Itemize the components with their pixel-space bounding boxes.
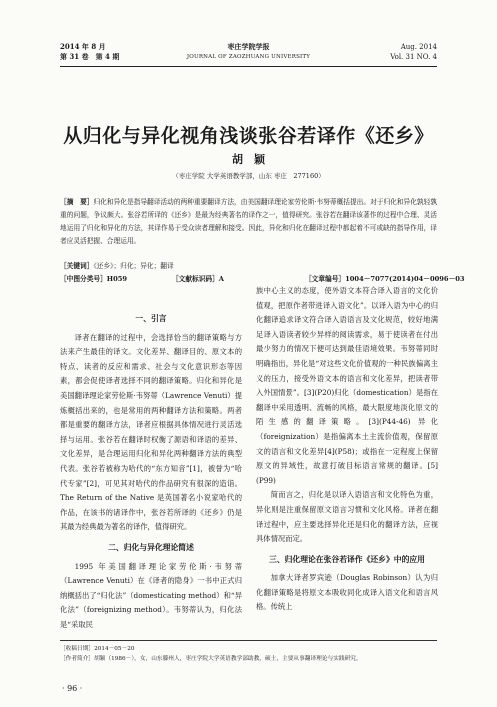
abstract-text: 归化和异化是指导翻译活动的两种重要翻译方法，由美国翻译理论家劳伦斯·韦努蒂概括提出。对于归化和异化孰轻孰重的问题，争议颇大。张谷若所译的《还乡》是最为经典著名的译作之一，值得研究。张谷若在翻译该著作的过程中合理、灵活地运用了归化和异化的方法，其译作易于受众读者理解和接受。因此，异化和归化在翻译过程中都起着不可或缺的指导作用，译者应灵活把握、合理运用。	[60, 198, 438, 245]
journal-name-en: JOURNAL OF ZAOZHUANG UNIVERSITY	[186, 54, 311, 60]
header-rule	[60, 66, 437, 67]
article-number: ［文章编号］1004－7077(2014)04－0096－03	[305, 275, 465, 283]
section-heading-theory: 二、归化与异化理论简述	[108, 542, 194, 552]
theory-continued-paragraph: 族中心主义的态度，使外语文本符合译入语言的文化价值观，把原作者带进译入语文化”。以译入语为中心的归化翻译追求译文符合译入语语言及文化规范，较好地满足译入语读者较少异样的阅读需求，易于使读者在付出最少努力的情况下便可达到最佳语境效果。韦努蒂同时明确指出，异化是“对这些文化价值观的一种民族偏离主义的压力，接受外语文本的语言和文化差异，把读者带入外国情景”。[3](P20)归化（domestication）是指在翻译中采用透明、流畅的风格，最大限度地淡化原文的陌生感的翻译策略。[3](P44-46) 异化（foreignization）是指偏离本土主流价值观，保留原文的语言和文化差异[4](P58)；或指在一定程度上保留原文的异域性，故意打破目标语言常规的翻译。[5](P99)	[256, 286, 438, 485]
footnote	[60, 640, 437, 664]
section-heading-intro: 一、引言	[135, 314, 167, 323]
summary-paragraph: 简而言之，归化是以译入语语言和文化特色为重，异化则是注重保留原文语言习惯和文化风格。译者在翻译过程中，应主要选择异化还是归化的翻译方法，应视具体情况而定。	[256, 490, 438, 544]
header-volume-en: Vol. 31 NO. 4	[390, 53, 437, 61]
abstract	[60, 196, 437, 248]
header-volume: 第 31 卷 第 4 期	[60, 52, 120, 61]
application-paragraph: 加拿大译者罗宾逊（Douglas Robinson）认为归化翻译策略是将原文本吸收同化成译入语文化和语言风格。传统上	[256, 573, 438, 612]
journal-name-cn: 枣庄学院学报	[227, 42, 270, 51]
section-heading-application: 三、归化理论在张谷若译作《还乡》中的应用	[269, 554, 425, 564]
keywords-text: 《还乡》；归化；异化；翻译	[93, 262, 174, 270]
document-code: ［文献标识码］A	[172, 275, 225, 283]
article-author: 胡 颖	[232, 153, 265, 166]
right-column	[256, 284, 438, 615]
author-bio: ［作者简介］胡颖（1986－），女，山东滕州人，枣庄学院大学英语教学部助教，硕士，主要从事翻译理论与实践研究。	[60, 656, 362, 662]
abstract-label: ［摘 要］	[60, 198, 94, 206]
theory-paragraph: 1995 年美国翻译理论家劳伦斯·韦努蒂（Lawrence Venuti）在《译者的隐身》一书中正式归纳概括出了“归化法”（domesticating method）和“异化法”（foreignizing method）。韦努蒂认为，归化法是“采取民	[60, 561, 242, 629]
page-number: · 96 ·	[62, 684, 83, 693]
keywords	[60, 260, 437, 272]
article-title: 从归化与异化视角浅谈张谷若译作《还乡》	[63, 125, 434, 147]
received-date: ［收稿日期］2014－05－20	[60, 646, 135, 652]
author-affiliation: （枣庄学院 大学英语教学部，山东 枣庄 277160）	[172, 172, 325, 180]
intro-paragraph: 译者在翻译的过程中，会选择恰当的翻译策略与方法来产生最佳的译文。文化差异、翻译目的、原文本的特点、读者的反应和需求、社会与文化意识形态等因素，都会促使译者选择不同的翻译策略。归化和异化是美国翻译理论家劳伦斯·韦努蒂（Lawrence Venuti）提炼概括出来的，也是常用的两种翻译方法和策略。两者都是重要的翻译方法，译者应根据具体情况进行灵活选择与运用。张谷若在翻译时权衡了源语和译语的差异、文化差异，是合理运用归化和异化两种翻译方法的典型代表。张谷若被称为哈代的“东方知音”[1]，被誉为“哈代专家”[2]，可见其对哈代的作品研究有很深的造诣。The Return of the Native 是英国著名小说家哈代的作品，在该书的诸译作中，张谷若所译的《还乡》仍是其最为经典最为著名的译作，值得研究。	[60, 332, 242, 532]
keywords-label: ［关键词］	[60, 262, 94, 270]
header-date-volume-en	[390, 42, 437, 62]
header-date: 2014 年 8 月	[60, 42, 106, 51]
running-header	[0, 0, 497, 66]
header-date-en: Aug. 2014	[400, 43, 437, 51]
left-column	[60, 306, 242, 632]
clc-number: ［中图分类号］H059	[60, 275, 128, 283]
